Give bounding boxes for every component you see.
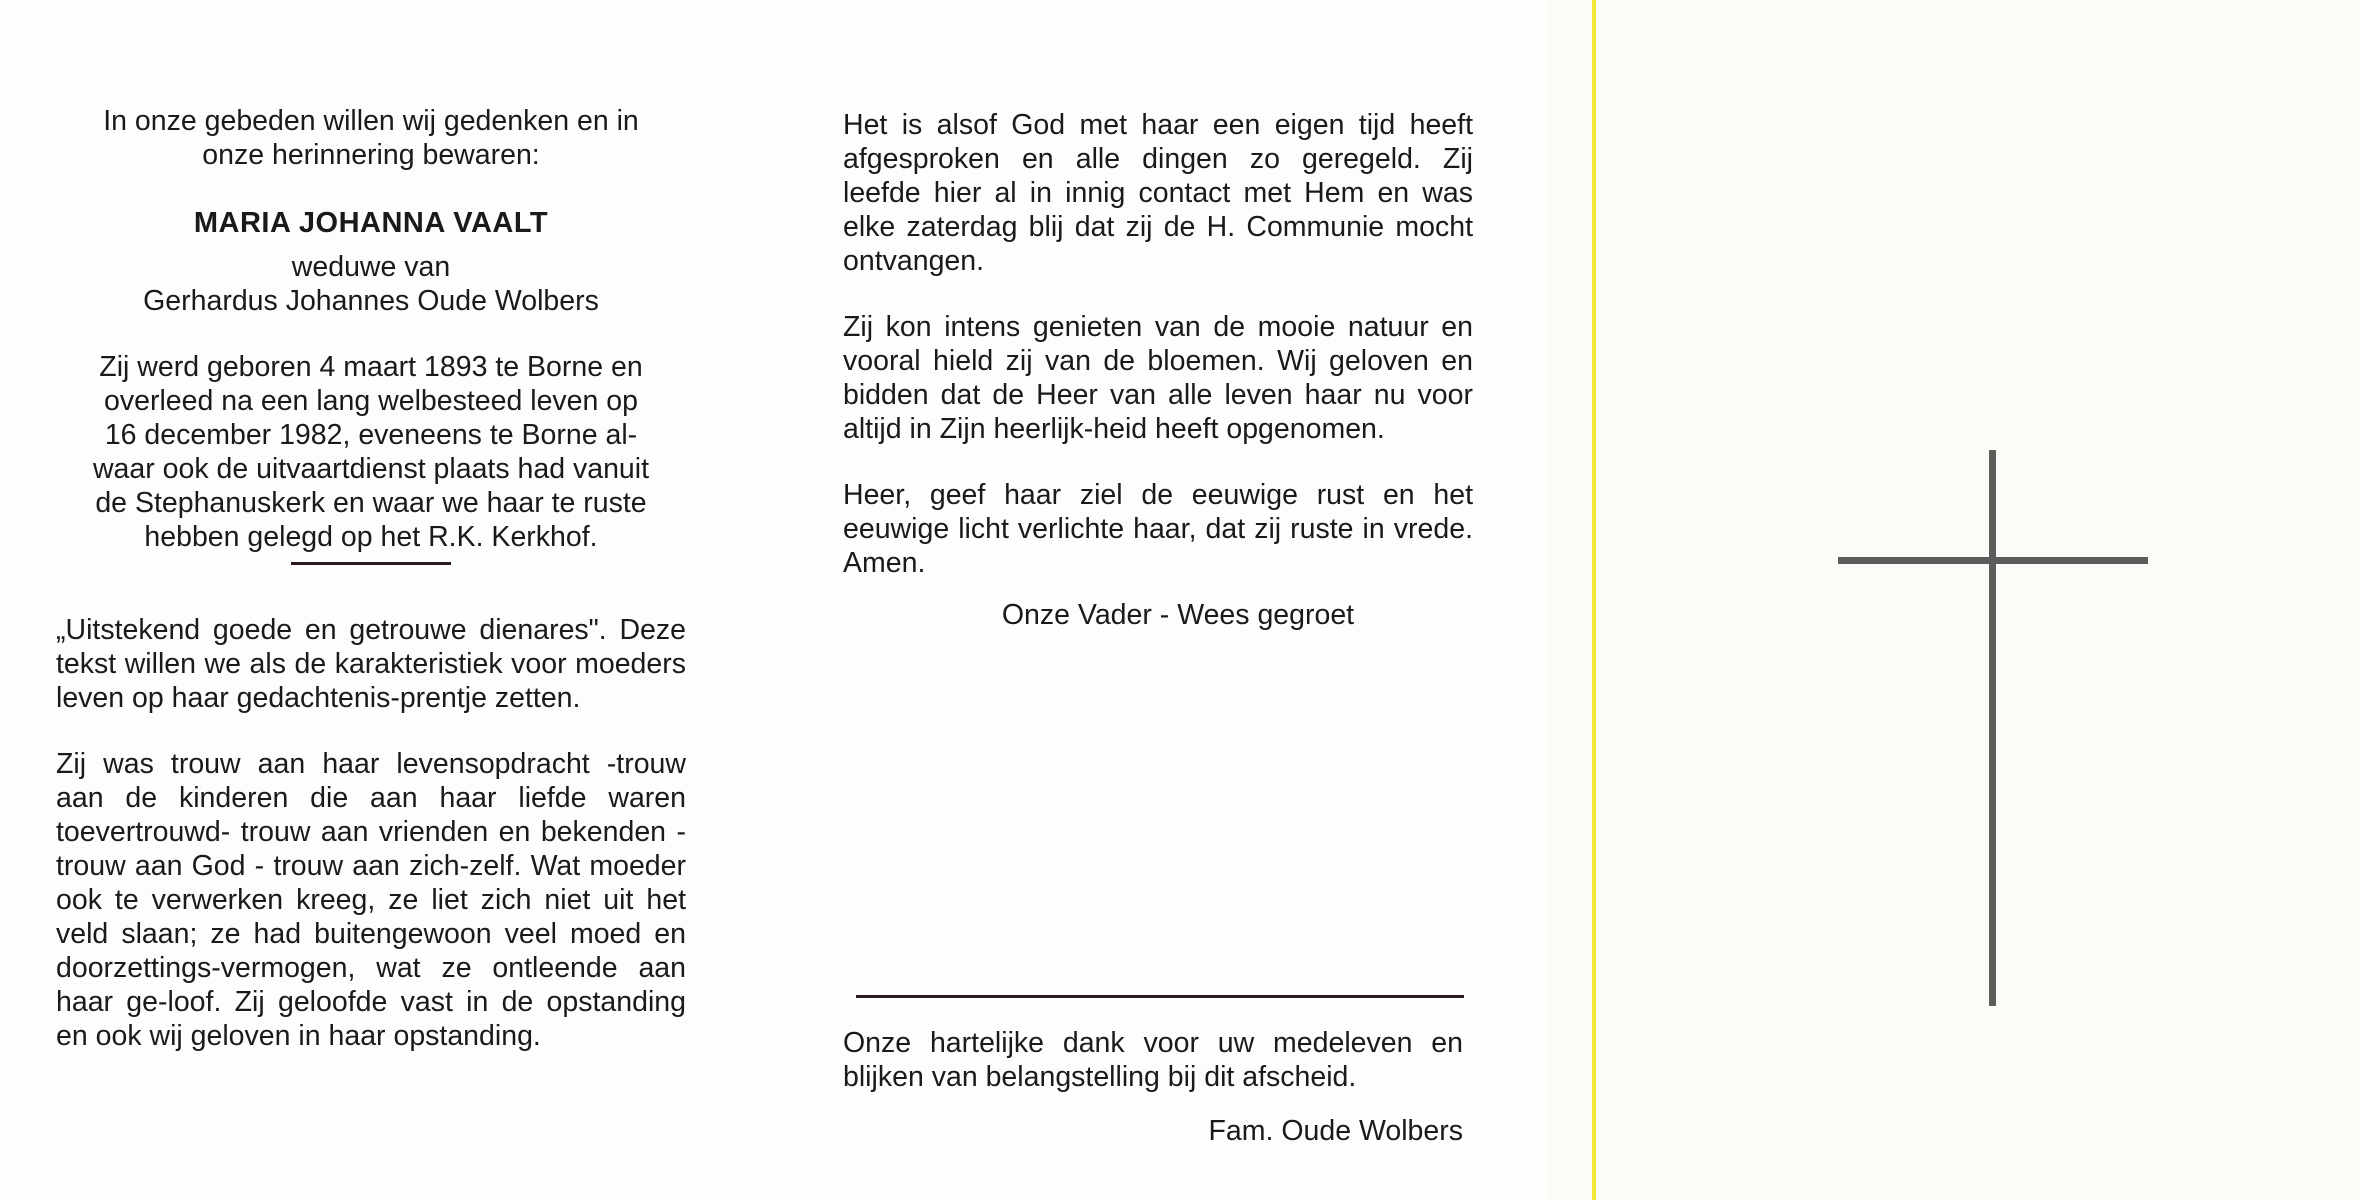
biography-line: hebben gelegd op het R.K. Kerkhof. [144,521,598,553]
memorial-text-middle-column [843,108,1473,632]
spouse-name: Gerhardus Johannes Oude Wolbers [143,285,599,317]
card-fold-edge [1592,0,1596,1200]
biography-line: waar ook de uitvaartdienst plaats had vanuit [92,453,650,485]
prayer-paragraph: Heer, geef haar ziel de eeuwige rust en het eeuwige licht verlichte haar, dat zij ruste in vrede. Amen. [843,479,1473,579]
biography-line: de Stephanuskerk en waar we haar te ruste [95,487,647,519]
deceased-name: MARIA JOHANNA VAALT [193,207,549,239]
thanks-divider [856,995,1464,998]
biography-line: 16 december 1982, eveneens te Borne al- [104,419,638,451]
card-back-panel [1548,0,2360,1200]
widow-of-label: weduwe van [291,251,451,283]
faith-paragraph: Het is alsof God met haar een eigen tijd heeft afgesproken en alle dingen zo geregeld. Zij leefde hier al in innig contact met Hem en was elke zaterdag blij dat zij de H. Communie mocht ontvangen. [843,109,1473,277]
biography-line: Zij werd geboren 4 maart 1893 te Borne en [99,351,643,383]
section-divider [291,562,451,565]
biography-line: overleed na een lang welbesteed leven op [104,385,638,417]
family-signature: Fam. Oude Wolbers [1208,1115,1463,1147]
intro-line: In onze gebeden willen wij gedenken en in [103,105,639,137]
cross-vertical-beam [1989,450,1996,1006]
biography-text [56,350,686,554]
intro-text [56,104,686,172]
cross-horizontal-beam [1838,557,2148,564]
tribute-paragraph: Zij was trouw aan haar levensopdracht -trouw aan de kinderen die aan haar liefde waren toevertrouwd- trouw aan vrienden en bekenden - trouw aan God - trouw aan zich-zelf. Wat moeder ook te verwerken kreeg, ze liet zich niet uit het veld slaan; ze had buitengewoon veel moed en doorzettings-vermogen, wat ze ontleende aan haar ge-loof. Zij geloofde vast in de opstanding en ook wij geloven in haar opstanding. [56,748,686,1052]
intro-line: onze herinnering bewaren: [202,139,540,171]
quote-paragraph: „Uitstekend goede en getrouwe dienares". Deze tekst willen we als de karakteristiek voor moeders leven op haar gedachtenis-prentje zetten. [56,614,686,714]
memorial-text-left-column [56,104,686,1053]
nature-paragraph: Zij kon intens genieten van de mooie natuur en vooral hield zij van de bloemen. Wij geloven en bidden dat de Heer van alle leven haar nu voor altijd in Zijn heerlijk-heid heeft opgenomen. [843,311,1473,445]
thanks-text: Onze hartelijke dank voor uw medeleven en blijken van belangstelling bij dit afscheid. [843,1027,1463,1093]
prayer-names: Onze Vader - Wees gegroet [1001,599,1355,631]
